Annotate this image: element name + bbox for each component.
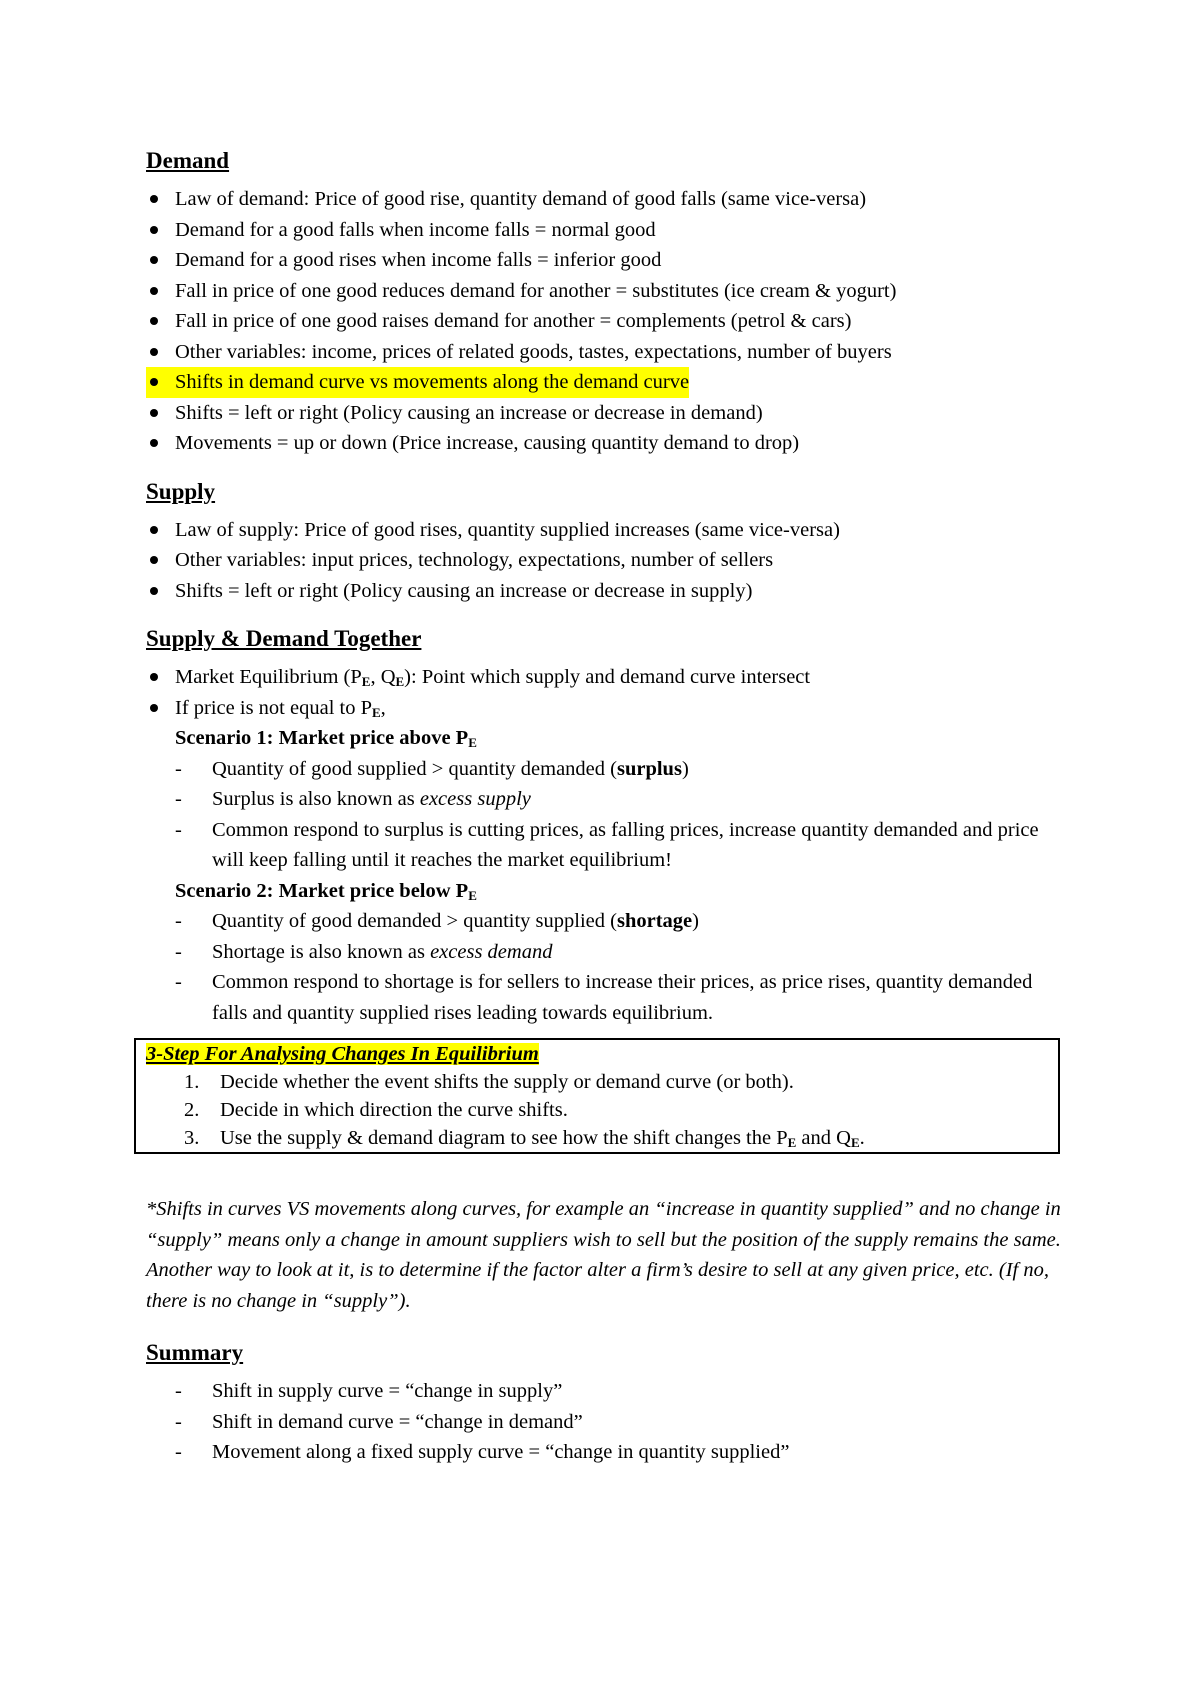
list-item: - Shift in supply curve = “change in supply” <box>175 1380 563 1402</box>
list-item <box>146 515 1066 546</box>
bullet-icon <box>150 556 158 564</box>
bullet-icon <box>150 409 158 417</box>
list-item <box>146 398 1066 429</box>
scenario-2-list <box>146 906 1066 1028</box>
scenario-1-list <box>146 754 1066 876</box>
list-item-text: Demand for a good falls when income falls = normal good <box>175 218 656 241</box>
list-item <box>146 245 1066 276</box>
list-item: - Movement along a fixed supply curve = “change in quantity supplied” <box>175 1441 790 1463</box>
supply-section <box>146 477 1066 607</box>
list-item-text: Demand for a good rises when income falls = inferior good <box>175 249 662 271</box>
list-item: - Quantity of good demanded > quantity supplied (shortage) <box>175 910 699 932</box>
list-item <box>146 215 1066 246</box>
summary-section <box>146 1338 1066 1468</box>
list-item <box>146 576 1066 607</box>
together-list <box>146 662 1066 723</box>
demand-section <box>146 146 1066 459</box>
list-item: - Shift in demand curve = “change in demand” <box>175 1410 583 1433</box>
bullet-icon <box>150 195 158 203</box>
document-page <box>146 146 1066 1468</box>
list-item-text: Shifts = left or right (Policy causing an increase or decrease in supply) <box>175 579 753 602</box>
bullet-icon <box>150 439 158 447</box>
list-item-text: Market Equilibrium ($P_E$, $Q_E$): Point which supply and demand curve intersect <box>175 666 811 689</box>
together-section <box>146 624 1066 1028</box>
steps-list <box>146 1068 1058 1152</box>
list-item-text: Other variables: income, prices of related goods, tastes, expectations, number of buyers <box>175 340 892 363</box>
list-item <box>146 337 1066 368</box>
bullet-icon <box>150 348 158 356</box>
list-item: - Common respond to shortage is for sellers to increase their prices, as price rises, quantity demanded falls and quantity supplied rises leading towards equilibrium. <box>175 971 1033 1024</box>
list-item-text: Shifts = left or right (Policy causing an increase or decrease in demand) <box>175 401 763 424</box>
list-item <box>146 306 1066 337</box>
demand-list <box>146 184 1066 459</box>
list-item <box>146 276 1066 307</box>
list-item: 3. Use the supply & demand diagram to see how the shift changes the $P_E$ and $Q_E$. <box>184 1127 865 1150</box>
list-item <box>146 693 1066 724</box>
list-item-text: Other variables: input prices, technology, expectations, number of sellers <box>175 549 774 571</box>
summary-heading: Summary <box>146 1340 244 1365</box>
demand-heading: Demand <box>146 148 230 173</box>
highlighted-list-item <box>146 367 689 398</box>
bullet-icon <box>150 287 158 295</box>
list-item: 2. Decide in which direction the curve shifts. <box>184 1099 568 1121</box>
steps-box-title: 3-Step For Analysing Changes In Equilibrium <box>146 1043 539 1065</box>
bullet-icon <box>150 704 158 712</box>
list-item: - Shortage is also known as excess demand <box>175 940 553 963</box>
scenario-1-title: Scenario 1: Market price above $P_E$ <box>175 727 477 750</box>
together-heading: Supply & Demand Together <box>146 626 422 651</box>
list-item <box>146 545 1066 576</box>
list-item-text: Law of demand: Price of good rise, quantity demand of good falls (same vice-versa) <box>175 188 867 210</box>
list-item-text: If price is not equal to $P_E$, <box>175 696 386 720</box>
bullet-icon <box>150 317 158 325</box>
bullet-icon <box>150 226 158 234</box>
list-item: 1. Decide whether the event shifts the supply or demand curve (or both). <box>184 1071 794 1093</box>
list-item: - Surplus is also known as excess supply <box>175 788 531 810</box>
bullet-icon <box>150 673 158 681</box>
scenario-2-title: Scenario 2: Market price below $P_E$ <box>175 879 477 903</box>
bullet-icon <box>150 526 158 534</box>
list-item: - Common respond to surplus is cutting prices, as falling prices, increase quantity demanded and price will keep falling until it reaches the market equilibrium! <box>175 818 1039 871</box>
steps-box <box>134 1038 1060 1154</box>
bullet-icon <box>150 587 158 595</box>
list-item-text: Shifts in demand curve vs movements along the demand curve <box>175 371 690 393</box>
bullet-icon <box>150 256 158 264</box>
list-item <box>146 662 1066 693</box>
list-item <box>146 184 1066 215</box>
bullet-icon <box>150 378 158 386</box>
shifts-note: *Shifts in curves VS movements along curves, for example an “increase in quantity supplied” and no change in “supply” means only a change in amount suppliers wish to sell but the position of the supply remains the same. Another way to look at it, is to determine if the factor alter a firm’s desire to sell at any given price, etc. (If no, there is no change in “supply”). <box>146 1198 1061 1312</box>
summary-list <box>146 1376 1066 1468</box>
supply-heading: Supply <box>146 478 216 504</box>
list-item-text: Law of supply: Price of good rises, quantity supplied increases (same vice-versa) <box>175 518 840 541</box>
supply-list <box>146 515 1066 607</box>
list-item-text: Fall in price of one good raises demand for another = complements (petrol & cars) <box>175 310 852 332</box>
list-item-text: Movements = up or down (Price increase, causing quantity demand to drop) <box>175 432 800 454</box>
list-item: - Quantity of good supplied > quantity demanded (surplus) <box>175 757 689 780</box>
list-item <box>146 428 1066 459</box>
list-item-text: Fall in price of one good reduces demand for another = substitutes (ice cream & yogurt) <box>175 279 897 302</box>
